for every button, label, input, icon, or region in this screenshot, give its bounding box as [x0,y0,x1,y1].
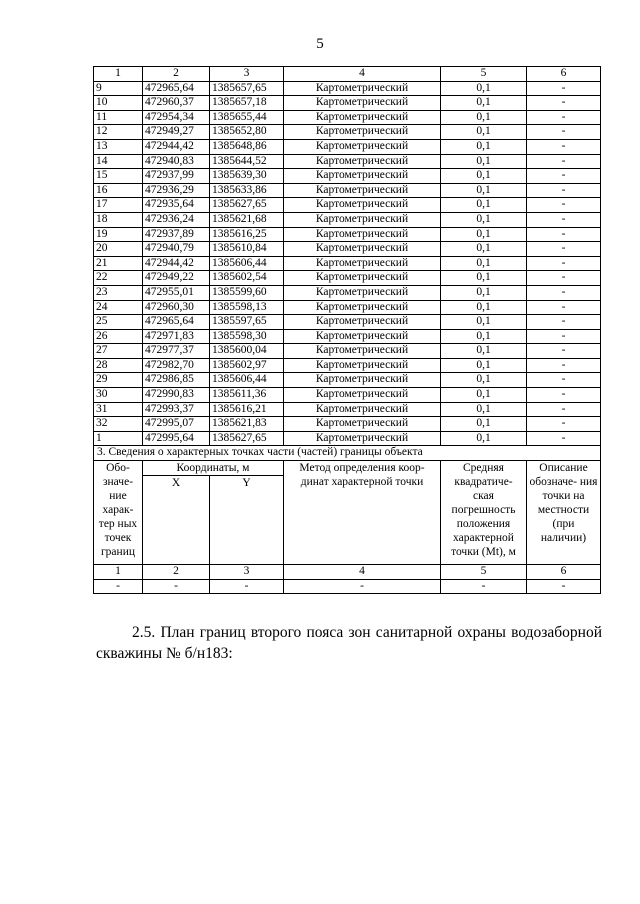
description-cell: - [527,285,601,300]
table-row [94,139,601,154]
column-number: 1 [94,67,143,82]
description-cell: - [527,315,601,330]
section-3-title: 3. Сведения о характерных точках части (частей) границы объекта [94,446,601,461]
y-coordinate-cell: 1385606,44 [210,373,284,388]
x-coordinate-cell: 472936,29 [143,183,210,198]
table-row [94,154,601,169]
method-cell: Картометрический [284,285,441,300]
empty-cell: - [441,579,527,594]
x-coordinate-cell: 472995,07 [143,417,210,432]
method-cell: Картометрический [284,96,441,111]
table-row [94,344,601,359]
point-number-cell: 10 [94,96,143,111]
paragraph-text: 2.5. План границ второго пояса зон санитарной охраны водозаборной скважины № б/н183: [96,624,602,662]
table-row [94,227,601,242]
point-number-cell: 17 [94,198,143,213]
empty-cell: - [284,579,441,594]
section-2-5-paragraph [96,622,602,664]
description-cell: - [527,402,601,417]
column-number: 5 [441,67,527,82]
boundary-points-table [93,66,601,594]
section-3-header-row [94,461,601,476]
section-3-title-row [94,446,601,461]
error-cell: 0,1 [441,329,527,344]
point-number-cell: 21 [94,256,143,271]
point-number-cell: 16 [94,183,143,198]
point-number-cell: 28 [94,358,143,373]
y-coordinate-cell: 1385600,04 [210,344,284,359]
method-cell: Картометрический [284,227,441,242]
column-number: 3 [210,67,284,82]
y-coordinate-cell: 1385611,36 [210,388,284,403]
x-coordinate-cell: 472965,64 [143,81,210,96]
x-coordinate-cell: 472955,01 [143,285,210,300]
table-row [94,315,601,330]
method-cell: Картометрический [284,139,441,154]
x-coordinate-cell: 472954,34 [143,110,210,125]
table-row [94,242,601,257]
description-cell: - [527,169,601,184]
y-coordinate-cell: 1385648,86 [210,139,284,154]
method-cell: Картометрический [284,300,441,315]
page-number: 5 [316,36,324,52]
table-row [94,271,601,286]
description-cell: - [527,212,601,227]
method-cell: Картометрический [284,169,441,184]
x-coordinate-cell: 472990,83 [143,388,210,403]
section-3-number-row [94,565,601,580]
column-number: 3 [210,565,284,580]
table-row [94,81,601,96]
description-cell: - [527,154,601,169]
designation-header: Обо- значе- ние харак- тер ных точек границ [94,461,143,565]
table-row [94,329,601,344]
table-row [94,373,601,388]
point-number-cell: 13 [94,139,143,154]
method-cell: Картометрический [284,242,441,257]
method-cell: Картометрический [284,315,441,330]
error-cell: 0,1 [441,388,527,403]
point-number-cell: 20 [94,242,143,257]
y-coordinate-cell: 1385598,30 [210,329,284,344]
y-coordinate-cell: 1385616,21 [210,402,284,417]
table-row [94,96,601,111]
y-coordinate-cell: 1385606,44 [210,256,284,271]
description-cell: - [527,198,601,213]
table-row [94,431,601,446]
error-cell: 0,1 [441,358,527,373]
method-cell: Картометрический [284,212,441,227]
description-cell: - [527,329,601,344]
method-cell: Картометрический [284,373,441,388]
description-cell: - [527,183,601,198]
description-cell: - [527,256,601,271]
error-cell: 0,1 [441,373,527,388]
point-number-cell: 18 [94,212,143,227]
method-cell: Картометрический [284,271,441,286]
point-number-cell: 27 [94,344,143,359]
error-cell: 0,1 [441,154,527,169]
x-coordinate-cell: 472940,83 [143,154,210,169]
method-cell: Картометрический [284,329,441,344]
x-coordinate-cell: 472965,64 [143,315,210,330]
description-cell: - [527,417,601,432]
error-cell: 0,1 [441,125,527,140]
column-number: 4 [284,67,441,82]
error-cell: 0,1 [441,256,527,271]
table-row [94,169,601,184]
error-cell: 0,1 [441,212,527,227]
x-coordinate-cell: 472935,64 [143,198,210,213]
method-cell: Картометрический [284,198,441,213]
x-coordinate-cell: 472949,27 [143,125,210,140]
description-cell: - [527,242,601,257]
point-number-cell: 25 [94,315,143,330]
y-coordinate-cell: 1385655,44 [210,110,284,125]
error-cell: 0,1 [441,315,527,330]
y-coordinate-cell: 1385602,54 [210,271,284,286]
x-coordinate-cell: 472936,24 [143,212,210,227]
y-coordinate-cell: 1385652,80 [210,125,284,140]
table-row [94,110,601,125]
point-number-cell: 11 [94,110,143,125]
x-coordinate-cell: 472944,42 [143,139,210,154]
y-coordinate-cell: 1385602,97 [210,358,284,373]
x-coordinate-cell: 472944,42 [143,256,210,271]
column-number: 6 [527,67,601,82]
description-cell: - [527,227,601,242]
table-row [94,417,601,432]
y-coordinate-cell: 1385627,65 [210,198,284,213]
error-cell: 0,1 [441,431,527,446]
method-cell: Картометрический [284,417,441,432]
error-cell: 0,1 [441,417,527,432]
method-cell: Картометрический [284,81,441,96]
method-cell: Картометрический [284,110,441,125]
y-coordinate-cell: 1385599,60 [210,285,284,300]
x-coordinate-cell: 472995,64 [143,431,210,446]
point-number-cell: 31 [94,402,143,417]
x-coordinate-cell: 472986,85 [143,373,210,388]
section-3-empty-row [94,579,601,594]
column-number: 4 [284,565,441,580]
error-cell: 0,1 [441,300,527,315]
table-row [94,212,601,227]
column-number: 1 [94,565,143,580]
description-header: Описание обозначе- ния точки на местности (при наличии) [527,461,601,565]
error-cell: 0,1 [441,183,527,198]
method-cell: Картометрический [284,125,441,140]
method-header: Метод определения коор- динат характерной точки [284,461,441,565]
y-coordinate-cell: 1385610,84 [210,242,284,257]
error-cell: 0,1 [441,169,527,184]
error-cell: 0,1 [441,139,527,154]
error-cell: 0,1 [441,402,527,417]
column-number: 2 [143,565,210,580]
point-number-cell: 12 [94,125,143,140]
empty-cell: - [143,579,210,594]
table-row [94,285,601,300]
table-row [94,300,601,315]
error-cell: 0,1 [441,242,527,257]
table-row [94,402,601,417]
y-coordinate-cell: 1385621,68 [210,212,284,227]
point-number-cell: 26 [94,329,143,344]
error-cell: 0,1 [441,110,527,125]
column-number: 6 [527,565,601,580]
point-number-cell: 32 [94,417,143,432]
error-cell: 0,1 [441,271,527,286]
error-cell: 0,1 [441,96,527,111]
x-coordinate-cell: 472977,37 [143,344,210,359]
table-row [94,125,601,140]
error-cell: 0,1 [441,198,527,213]
column-number: 5 [441,565,527,580]
empty-cell: - [94,579,143,594]
error-cell: 0,1 [441,81,527,96]
method-cell: Картометрический [284,431,441,446]
method-cell: Картометрический [284,256,441,271]
x-coordinate-cell: 472971,83 [143,329,210,344]
method-cell: Картометрический [284,402,441,417]
y-coordinate-cell: 1385639,30 [210,169,284,184]
error-cell: 0,1 [441,227,527,242]
y-coordinate-cell: 1385597,65 [210,315,284,330]
x-coordinate-cell: 472940,79 [143,242,210,257]
point-number-cell: 14 [94,154,143,169]
column-number: 2 [143,67,210,82]
y-coordinate-cell: 1385644,52 [210,154,284,169]
x-coordinate-cell: 472949,22 [143,271,210,286]
point-number-cell: 22 [94,271,143,286]
x-coordinate-cell: 472982,70 [143,358,210,373]
x-coordinate-cell: 472960,30 [143,300,210,315]
description-cell: - [527,96,601,111]
point-number-cell: 9 [94,81,143,96]
error-cell: 0,1 [441,285,527,300]
y-coordinate-cell: 1385633,86 [210,183,284,198]
x-header: X [143,476,210,565]
table-row [94,198,601,213]
x-coordinate-cell: 472937,89 [143,227,210,242]
point-number-cell: 19 [94,227,143,242]
point-number-cell: 29 [94,373,143,388]
description-cell: - [527,373,601,388]
description-cell: - [527,344,601,359]
x-coordinate-cell: 472937,99 [143,169,210,184]
description-cell: - [527,81,601,96]
y-coordinate-cell: 1385657,65 [210,81,284,96]
description-cell: - [527,125,601,140]
empty-cell: - [527,579,601,594]
table-row [94,183,601,198]
description-cell: - [527,388,601,403]
y-coordinate-cell: 1385627,65 [210,431,284,446]
point-number-cell: 24 [94,300,143,315]
empty-cell: - [210,579,284,594]
x-coordinate-cell: 472960,37 [143,96,210,111]
column-number-row [94,67,601,82]
description-cell: - [527,300,601,315]
y-coordinate-cell: 1385598,13 [210,300,284,315]
y-coordinate-cell: 1385621,83 [210,417,284,432]
point-number-cell: 30 [94,388,143,403]
y-coordinate-cell: 1385616,25 [210,227,284,242]
description-cell: - [527,431,601,446]
point-number-cell: 15 [94,169,143,184]
method-cell: Картометрический [284,183,441,198]
y-coordinate-cell: 1385657,18 [210,96,284,111]
description-cell: - [527,139,601,154]
error-cell: 0,1 [441,344,527,359]
point-number-cell: 23 [94,285,143,300]
y-header: Y [210,476,284,565]
method-cell: Картометрический [284,358,441,373]
table-row [94,358,601,373]
coordinates-header: Координаты, м [143,461,284,476]
x-coordinate-cell: 472993,37 [143,402,210,417]
table-row [94,256,601,271]
description-cell: - [527,110,601,125]
description-cell: - [527,271,601,286]
method-cell: Картометрический [284,344,441,359]
point-number-cell: 1 [94,431,143,446]
error-header: Средняя квадратиче- ская погрешность положения характерной точки (Mt), м [441,461,527,565]
method-cell: Картометрический [284,388,441,403]
description-cell: - [527,358,601,373]
table-row [94,388,601,403]
method-cell: Картометрический [284,154,441,169]
